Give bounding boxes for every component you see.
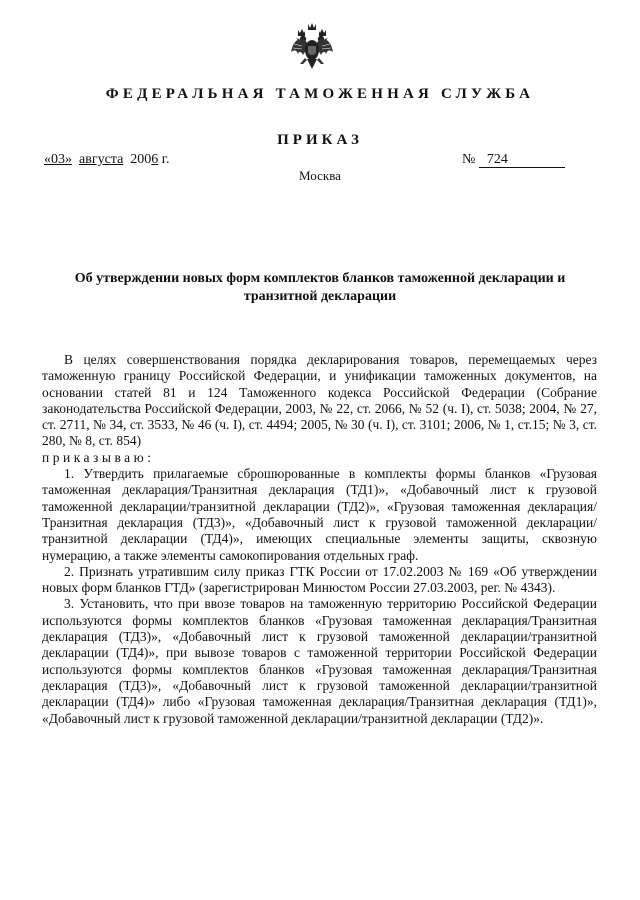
paragraph-item-1: 1. Утвердить прилагаемые сброшюрованные в комплекты формы бланков «Грузовая таможенная декларация/Транзитная декларация (ТД1)», «Добавочный лист к грузовой таможенной декларации/транзитной декларации (ТД2)», «Грузовая таможенная декларация/Транзитная декларация (ТД3)», «Добавочный лист к грузовой таможенной декларации/транзитной декларации (ТД4)», имеющих специальные элементы защиты, сквозную нумерацию, а также элементы самокопирования отдельных граф. (42, 466, 597, 563)
date-open-quote: « (44, 152, 51, 167)
paragraph-command: приказываю: (42, 449, 155, 465)
date-g: г. (158, 152, 170, 167)
document-heading: Об утверждении новых форм комплектов бланков таможенной декларации и транзитной декларации (74, 271, 566, 304)
order-number (462, 152, 565, 168)
city: Москва (299, 168, 341, 183)
date-year-suffix: 6 (151, 152, 159, 167)
agency-name: ФЕДЕРАЛЬНАЯ ТАМОЖЕННАЯ СЛУЖБА (105, 86, 535, 102)
date-day: 03 (51, 152, 65, 167)
double-headed-eagle-icon (288, 22, 336, 72)
order-date (44, 152, 169, 168)
date-close-quote: » (65, 152, 72, 167)
paragraph-item-3: 3. Установить, что при ввозе товаров на таможенную территорию Российской Федерации используются формы комплектов бланков «Грузовая таможенная декларация/Транзитная декларация (ТД3)», «Добавочный лист к грузовой таможенной декларации/транзитной декларации (ТД4)», при вывозе товаров с таможенной территории Российской Федерации используются формы комплектов бланков «Грузовая таможенная декларация/Транзитная декларация (ТД3)», «Добавочный лист к грузовой таможенной декларации/транзитной декларации (ТД4)» либо «Грузовая таможенная декларация/Транзитная декларация (ТД1)», «Добавочный лист к грузовой таможенной декларации/транзитной декларации (ТД2)». (42, 596, 597, 726)
number-label: № (462, 152, 476, 167)
date-year-prefix: 200 (130, 152, 152, 167)
document-body (42, 352, 597, 727)
order-title: ПРИКАЗ (277, 132, 363, 148)
date-month: августа (79, 152, 124, 167)
paragraph-intro: В целях совершенствования порядка декларирования товаров, перемещаемых через таможенную границу Российской Федерации, и унификации таможенных документов, на основании статей 81 и 124 Таможенного кодекса Российской Федерации (Собрание законодательства Российской Федерации, 2003, № 22, ст. 2066, № 52 (ч. I), ст. 5038; 2004, № 27, ст. 2711, № 34, ст. 3533, № 46 (ч. I), ст. 4494; 2005, № 30 (ч. I), ст. 3101; 2006, № 1, ст.15; № 3, ст. 280, № 8, ст. 854) (42, 352, 597, 449)
number-value: 724 (479, 153, 565, 168)
paragraph-item-2: 2. Признать утратившим силу приказ ГТК России от 17.02.2003 № 169 «Об утверждении новых форм бланков ГТД» (зарегистрирован Минюстом России 27.03.2003, рег. № 4343). (42, 563, 597, 596)
